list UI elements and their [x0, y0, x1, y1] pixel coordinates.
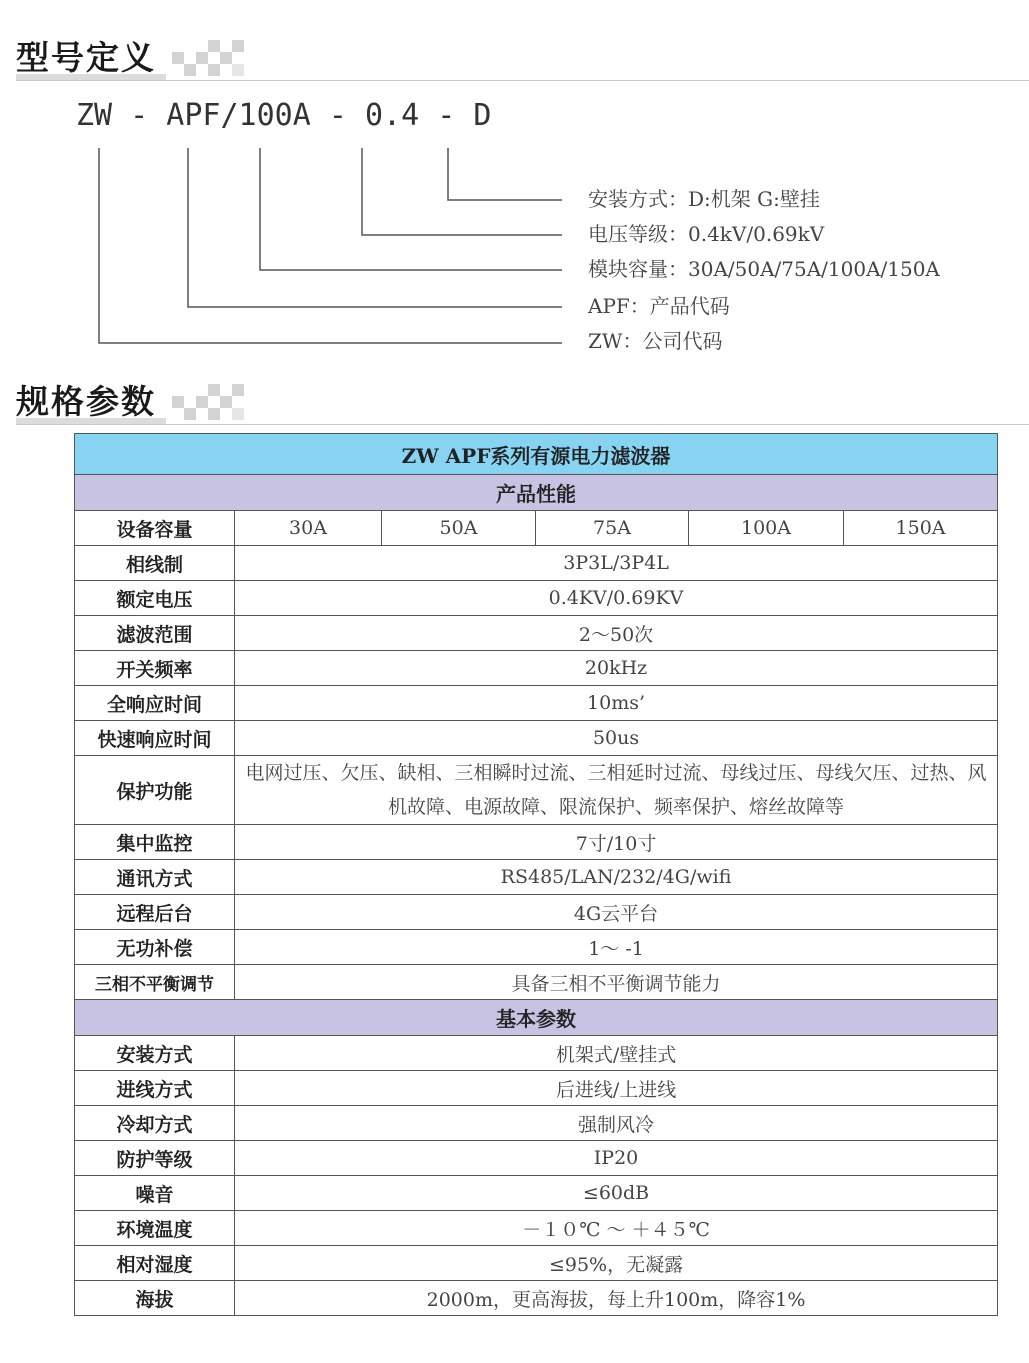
row-value: 机架式/壁挂式 [235, 1036, 998, 1071]
row-value: －１０℃ ～ ＋４５℃ [235, 1211, 998, 1246]
table-row [75, 1071, 998, 1106]
row-value: 后进线/上进线 [235, 1071, 998, 1106]
table-row [75, 651, 998, 686]
spec-table [74, 433, 998, 1316]
bracket-apf [188, 148, 562, 307]
row-value-protection: 电网过压、欠压、缺相、三相瞬时过流、三相延时过流、母线过压、母线欠压、过热、风机故障、电源故障、限流保护、频率保护、熔丝故障等 [235, 756, 998, 825]
row-label: 开关频率 [75, 651, 235, 686]
table-row [75, 511, 998, 546]
row-label: 相线制 [75, 546, 235, 581]
table-row [75, 930, 998, 965]
legend-zw: ZW：公司代码 [588, 329, 723, 353]
table-row [75, 1211, 998, 1246]
row-label: 三相不平衡调节 [75, 965, 235, 1000]
table-row [75, 1036, 998, 1071]
row-label: 进线方式 [75, 1071, 235, 1106]
table-title: ZW APF系列有源电力滤波器 [75, 434, 998, 475]
row-label: 相对湿度 [75, 1246, 235, 1281]
capacity-cell: 50A [382, 511, 536, 546]
table-row [75, 825, 998, 860]
row-label: 远程后台 [75, 895, 235, 930]
row-value: 0.4KV/0.69KV [235, 581, 998, 616]
table-row [75, 895, 998, 930]
row-value: 20kHz [235, 651, 998, 686]
legend-voltage: 电压等级：0.4kV/0.69kV [588, 222, 825, 246]
row-value: 10ms’ [235, 686, 998, 721]
row-label: 环境温度 [75, 1211, 235, 1246]
row-value: IP20 [235, 1141, 998, 1176]
legend-install: 安装方式：D:机架 G:壁挂 [588, 187, 820, 211]
row-value: 具备三相不平衡调节能力 [235, 965, 998, 1000]
row-value: ≤60dB [235, 1176, 998, 1211]
table-row [75, 1106, 998, 1141]
checker-decoration [172, 40, 244, 76]
table-row [75, 616, 998, 651]
section-title-model: 型号定义 [16, 38, 156, 77]
row-value: RS485/LAN/232/4G/wifi [235, 860, 998, 895]
capacity-cell: 75A [536, 511, 689, 546]
model-bracket-lines [0, 140, 1029, 360]
row-value: 2000m，更高海拔，每上升100m，降容1% [235, 1281, 998, 1316]
section-rule [16, 424, 1029, 425]
table-row [75, 756, 998, 825]
row-label: 全响应时间 [75, 686, 235, 721]
row-value: 强制风冷 [235, 1106, 998, 1141]
model-code: ZW - APF/100A - 0.4 - D [76, 98, 492, 133]
row-label: 安装方式 [75, 1036, 235, 1071]
perf-header: 产品性能 [75, 475, 998, 511]
row-label: 滤波范围 [75, 616, 235, 651]
bracket-voltage [362, 148, 562, 235]
table-row [75, 1176, 998, 1211]
row-label: 噪音 [75, 1176, 235, 1211]
section-title-spec: 规格参数 [16, 382, 156, 421]
capacity-cell: 100A [689, 511, 844, 546]
table-row [75, 546, 998, 581]
section-header-model [0, 36, 1029, 98]
row-label: 额定电压 [75, 581, 235, 616]
legend-capacity: 模块容量：30A/50A/75A/100A/150A [588, 257, 940, 281]
bracket-capacity [260, 148, 562, 270]
row-label: 通讯方式 [75, 860, 235, 895]
table-row [75, 1281, 998, 1316]
table-row [75, 1246, 998, 1281]
table-row [75, 581, 998, 616]
table-row [75, 965, 998, 1000]
table-row [75, 860, 998, 895]
row-value: 50us [235, 721, 998, 756]
row-value: 1～ -1 [235, 930, 998, 965]
row-label: 防护等级 [75, 1141, 235, 1176]
row-value: 2～50次 [235, 616, 998, 651]
table-row [75, 686, 998, 721]
checker-decoration [172, 384, 244, 420]
legend-apf: APF：产品代码 [588, 294, 730, 318]
row-label: 保护功能 [75, 756, 235, 825]
row-label: 无功补偿 [75, 930, 235, 965]
row-label: 海拔 [75, 1281, 235, 1316]
row-label: 快速响应时间 [75, 721, 235, 756]
bracket-zw [99, 148, 562, 343]
basic-header: 基本参数 [75, 1000, 998, 1036]
row-value: 3P3L/3P4L [235, 546, 998, 581]
capacity-cell: 30A [235, 511, 382, 546]
bracket-install [448, 148, 562, 200]
row-label: 集中监控 [75, 825, 235, 860]
row-value: 7寸/10寸 [235, 825, 998, 860]
row-value: ≤95%，无凝露 [235, 1246, 998, 1281]
table-row [75, 1141, 998, 1176]
section-rule [16, 80, 1029, 81]
table-row [75, 721, 998, 756]
row-label: 冷却方式 [75, 1106, 235, 1141]
row-value: 4G云平台 [235, 895, 998, 930]
row-label: 设备容量 [75, 511, 235, 546]
capacity-cell: 150A [844, 511, 998, 546]
